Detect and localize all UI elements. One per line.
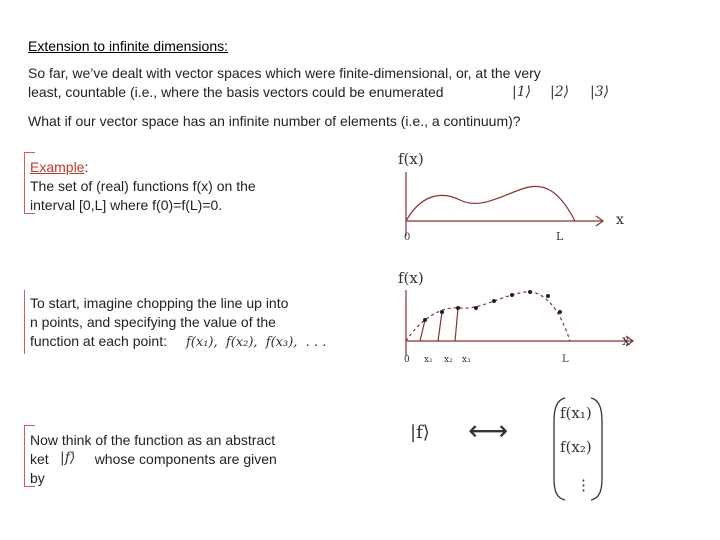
graph-2-curve bbox=[406, 292, 570, 341]
graph-2-point-6 bbox=[510, 293, 514, 297]
intro-line-1: So far, we’ve dealt with vector spaces which were finite-dimensional, or, at the very bbox=[28, 65, 541, 81]
graph-1-curve bbox=[406, 186, 575, 221]
intro-line-2-text: least, countable (i.e., where the basis vectors could be enumerated bbox=[28, 84, 444, 100]
double-arrow-icon: ⟷ bbox=[468, 414, 509, 447]
graph-1-xlabel: x bbox=[616, 212, 624, 228]
graph-2-tick-1: x₁ bbox=[424, 355, 433, 365]
basis-ket-3: |3⟩ bbox=[590, 84, 610, 100]
chop-line-3: function at each point: bbox=[30, 333, 167, 349]
example-line-2: interval [0,L] where f(0)=f(L)=0. bbox=[30, 197, 223, 213]
continuum-question: What if our vector space has an infinite number of elements (i.e., a continuum)? bbox=[28, 113, 521, 129]
graph-2-sample-line-1 bbox=[420, 320, 425, 341]
example-line-1: The set of (real) functions f(x) on the bbox=[30, 178, 256, 194]
page-title: Extension to infinite dimensions: bbox=[28, 38, 228, 54]
ket-line-1: Now think of the function as an abstract bbox=[30, 432, 276, 448]
graph-2-point-7 bbox=[528, 290, 532, 294]
graph-2 bbox=[406, 290, 633, 356]
example-colon: : bbox=[84, 159, 89, 175]
column-lhs-ket: |f⟩ bbox=[410, 422, 430, 443]
inline-ket-f: |f⟩ bbox=[60, 450, 76, 466]
graph-2-point-9 bbox=[558, 310, 562, 314]
graph-2-end: L bbox=[562, 354, 569, 365]
example-label: Example bbox=[30, 159, 85, 175]
graph-1 bbox=[406, 172, 603, 236]
column-entry-ellipsis: ⋮ bbox=[576, 476, 591, 494]
graph-2-tick-3: x₃ bbox=[462, 355, 471, 365]
column-entry-1: f(x₁) bbox=[560, 404, 592, 422]
chop-line-1: To start, imagine chopping the line up into bbox=[30, 295, 289, 311]
graph-2-tick-2: x₂ bbox=[444, 355, 453, 365]
graph-2-origin: 0 bbox=[404, 355, 410, 365]
ket-line-3: by bbox=[30, 470, 45, 486]
graph-2-point-1 bbox=[423, 318, 427, 322]
column-right-bracket bbox=[591, 398, 602, 500]
graph-2-point-3 bbox=[456, 306, 460, 310]
graph-2-sample-line-2 bbox=[438, 312, 442, 341]
graph-2-xlabel: x bbox=[622, 333, 630, 349]
ket-line-2-a: ket bbox=[30, 451, 49, 467]
chop-line-2: n points, and specifying the value of the bbox=[30, 314, 276, 330]
basis-ket-2: |2⟩ bbox=[550, 84, 570, 100]
sample-values: f(x₁), f(x₂), f(x₃), . . . bbox=[186, 335, 327, 350]
graph-1-ylabel: f(x) bbox=[398, 150, 424, 168]
graph-2-sample-line-3 bbox=[455, 308, 458, 341]
graph-2-point-5 bbox=[492, 299, 496, 303]
graph-2-ylabel: f(x) bbox=[398, 269, 424, 287]
graph-2-points bbox=[423, 290, 562, 322]
graph-2-point-2 bbox=[440, 310, 444, 314]
column-entry-2: f(x₂) bbox=[560, 438, 592, 456]
graph-1-end: L bbox=[556, 230, 564, 243]
graph-2-point-4 bbox=[474, 306, 478, 310]
graph-2-point-8 bbox=[546, 294, 550, 298]
ket-line-2-b: whose components are given bbox=[94, 451, 277, 467]
graph-1-origin: 0 bbox=[404, 232, 411, 243]
basis-ket-1: |1⟩ bbox=[512, 84, 532, 100]
